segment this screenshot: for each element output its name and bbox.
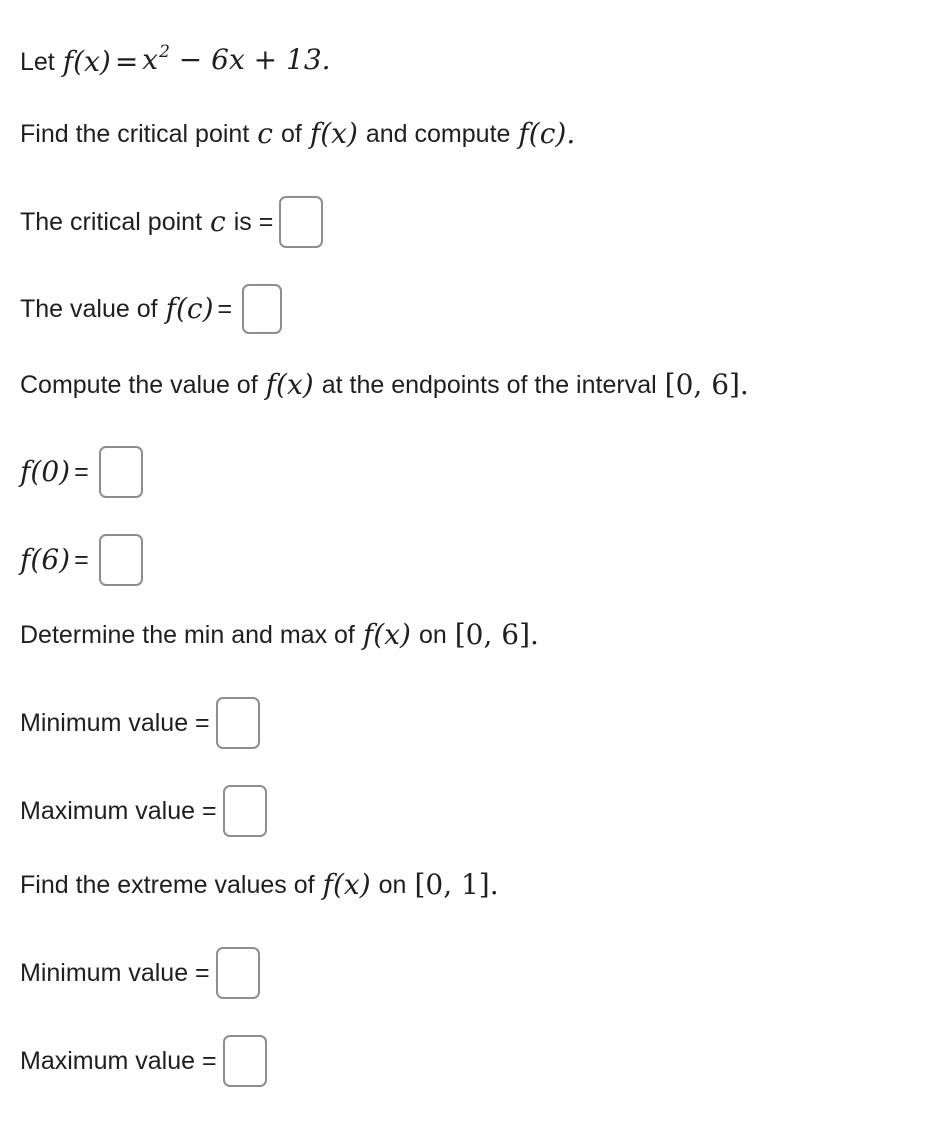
fx-name: f(x) — [62, 45, 111, 78]
min-value-input-2[interactable] — [216, 947, 260, 999]
fc-value-input[interactable] — [242, 284, 282, 334]
task-extreme-0-1: Find the extreme values of f(x) on [0, 1]. — [20, 868, 499, 901]
let-label: Let — [20, 48, 55, 76]
f6-row: f(6) = — [20, 534, 143, 586]
f6-input[interactable] — [99, 534, 143, 586]
task-min-max-0-6: Determine the min and max of f(x) on [0, 6]. — [20, 618, 539, 651]
fc-value-row: The value of f(c) = — [20, 284, 282, 334]
min-value-input-1[interactable] — [216, 697, 260, 749]
critical-point-input[interactable] — [279, 196, 323, 248]
f0-row: f(0) = — [20, 446, 143, 498]
min-value-row-2: Minimum value = — [20, 947, 260, 999]
task-find-critical-point: Find the critical point c of f(x) and compute f(c). — [20, 117, 576, 150]
f0-input[interactable] — [99, 446, 143, 498]
max-value-input-2[interactable] — [223, 1035, 267, 1087]
max-value-input-1[interactable] — [223, 785, 267, 837]
max-value-row-1: Maximum value = — [20, 785, 267, 837]
max-value-row-2: Maximum value = — [20, 1035, 267, 1087]
fx-rhs: $x^2 - 6x + 13$. — [142, 42, 331, 76]
task-endpoints: Compute the value of f(x) at the endpoints of the interval [0, 6]. — [20, 365, 749, 405]
min-value-row-1: Minimum value = — [20, 697, 260, 749]
function-definition: Let f(x) = $x^2 - 6x + 13$. — [20, 40, 331, 84]
interval-0-6: [0, 6]. — [664, 368, 749, 401]
critical-point-row: The critical point c is = — [20, 196, 323, 248]
